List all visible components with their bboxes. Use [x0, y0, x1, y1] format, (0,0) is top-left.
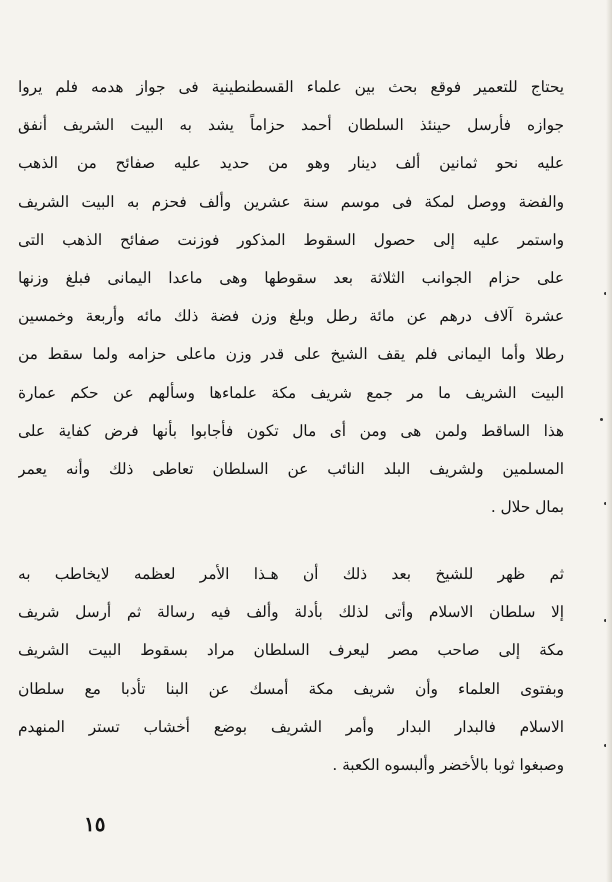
text-line: هذا الساقط ولمن هى ومن أى مال تكون فأجابوا بأنها فرض كفاية على	[18, 421, 564, 440]
text-line: على حزام الجوانب الثلاثة بعد سقوطها وهى ماعدا اليمانى فبلغ وزنها	[18, 268, 564, 287]
paragraph-1	[18, 68, 564, 526]
scan-speck	[600, 418, 603, 421]
text-line: ثم ظهر للشيخ بعد ذلك أن هـذا الأمر لعظمه لايخاطب به	[18, 565, 564, 583]
text-line: مكة إلى صاحب مصر ليعرف السلطان مراد بسقوط البيت الشريف	[18, 641, 564, 660]
text-line: جوازه فأرسل حينئذ السلطان أحمد حزاماً يشد به البيت الشريف أنفق	[18, 116, 564, 135]
text-line: يحتاج للتعمير فوقع بحث بين علماء القسطنطينية فى جواز هدمه فلم يروا	[18, 78, 564, 96]
text-line: والفضة ووصل لمكة فى موسم سنة عشرين وألف فحزم به البيت الشريف	[18, 192, 564, 211]
text-line: عشرة آلاف درهم عن مائة رطل وبلغ وزن فضة ذلك مائه وأربعة وخمسين	[18, 307, 564, 326]
page-number: ١٥	[84, 812, 106, 836]
paragraph-2	[18, 555, 564, 784]
text-line: رطلا وأما اليمانى فلم يقف الشيخ على قدر وزن ماعلى حزامه ولما سقط من	[18, 345, 564, 364]
text-line: وصبغوا ثوبا بالأخضر وألبسوه الكعبة .	[332, 755, 564, 774]
text-line: إلا سلطان الاسلام وأتى لذلك بأدلة وألف فيه رسالة ثم أرسل شريف	[18, 603, 564, 622]
page-edge-shadow	[606, 0, 612, 882]
text-line: وبفتوى العلماء وأن شريف مكة أمسك عن البنا تأدبا مع سلطان	[18, 679, 564, 698]
text-line: البيت الشريف ما مر جمع شريف مكة علماءها وسألهم عن حكم عمارة	[18, 383, 564, 402]
text-line: بمال حلال .	[490, 498, 564, 517]
text-line: عليه نحو ثمانين ألف دينار وهو من حديد عليه صفائح من الذهب	[18, 154, 564, 173]
text-line: واستمر عليه إلى حصول السقوط المذكور فوزنت صفائح الذهب التى	[18, 230, 564, 249]
text-line: المسلمين ولشريف البلد النائب عن السلطان تعاطى ذلك وأنه يعمر	[18, 459, 564, 478]
text-line: الاسلام فالبدار البدار وأمر الشريف بوضع أخشاب تستر المنهدم	[18, 717, 564, 736]
